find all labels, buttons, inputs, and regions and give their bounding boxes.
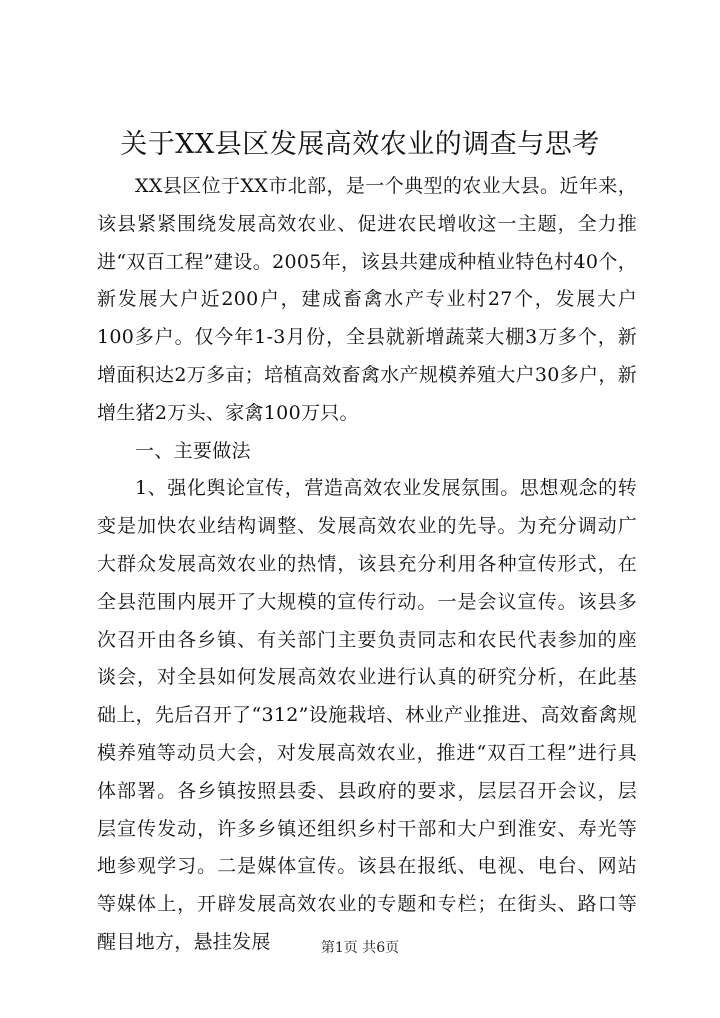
- document-body: [97, 168, 637, 962]
- section-heading: 一、主要做法: [135, 439, 251, 462]
- page-footer: 第1页 共6页: [320, 940, 400, 956]
- body-paragraph: 1、强化舆论宣传，营造高效农业发展氛围。思想观念的转变是加快农业结构调整、发展高效农业的先导。为充分调动广大群众发展高效农业的热情，该县充分利用各种宣传形式，在全县范围内展开了大规模的宣传行动。一是会议宣传。该县多次召开由各乡镇、有关部门主要负责同志和农民代表参加的座谈会，对全县如何发展高效农业进行认真的研究分析，在此基础上，先后召开了“312”设施栽培、林业产业推进、高效畜禽规模养殖等动员大会，对发展高效农业，推进“双百工程”进行具体部署。各乡镇按照县委、县政府的要求，层层召开会议，层层宣传发动，许多乡镇还组织乡村干部和大户到淮安、寿光等地参观学习。二是媒体宣传。该县在报纸、电视、电台、网站等媒体上，开辟发展高效农业的专题和专栏；在街头、路口等醒目地方，悬挂发展: [97, 477, 637, 953]
- intro-paragraph: XX县区位于XX市北部，是一个典型的农业大县。近年来，该县紧紧围绕发展高效农业、促进农民增收这一主题，全力推进“双百工程”建设。2005年，该县共建成种植业特色村40个，新发展大户近200户，建成畜禽水产专业村27个，发展大户100多户。仅今年1-3月份，全县就新增蔬菜大棚3万多个，新增面积达2万多亩；培植高效畜禽水产规模养殖大户30多户，新增生猪2万头、家禽100万只。: [97, 175, 637, 424]
- document-title: 关于XX县区发展高效农业的调查与思考: [120, 129, 600, 160]
